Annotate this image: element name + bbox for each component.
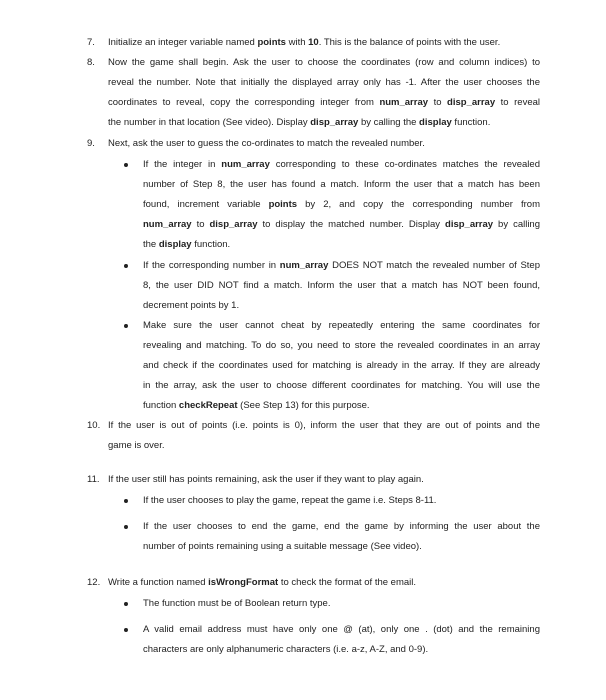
- text-run: DOES NOT match the revealed number of Step: [328, 260, 540, 271]
- text-run: corresponding to these co-ordinates matches the revealed: [269, 159, 540, 170]
- text-line: [143, 256, 540, 276]
- item-number: 8.: [87, 57, 95, 68]
- text-line: [143, 537, 540, 557]
- item-text: [143, 316, 540, 416]
- text-line: [143, 491, 540, 511]
- text-run: 8, the user DID NOT find a match. Inform the user that a match has NOT been found,: [143, 280, 540, 291]
- text-run: the: [143, 239, 159, 250]
- text-line: [108, 53, 540, 73]
- text-run: to check the format of the email.: [278, 577, 417, 588]
- bold-term: num_array: [279, 260, 329, 271]
- bold-term: isWrongFormat: [208, 577, 279, 588]
- text-run: by calling: [493, 219, 540, 230]
- text-line: [143, 296, 540, 316]
- bold-term: disp_array: [310, 117, 359, 128]
- bold-term: disp_array: [445, 219, 494, 230]
- text-run: The function must be of Boolean return type.: [143, 598, 331, 609]
- text-run: If the user still has points remaining, ask the user if they want to play again.: [108, 474, 424, 485]
- text-line: [143, 276, 540, 296]
- bullet-dot: [124, 499, 128, 503]
- text-line: [108, 134, 540, 154]
- bold-term: num_array: [379, 97, 429, 108]
- text-run: found, increment variable: [143, 199, 269, 210]
- text-run: with: [285, 37, 309, 48]
- text-line: [143, 235, 540, 255]
- text-line: [108, 93, 540, 113]
- text-line: [108, 113, 540, 133]
- text-run: function: [143, 400, 179, 411]
- text-line: [143, 175, 540, 195]
- text-line: [108, 73, 540, 93]
- text-run: in the array, ask the user to choose different coordinates for matching. You will use the: [143, 380, 540, 391]
- bold-term: checkRepeat: [178, 400, 238, 411]
- text-run: by calling the: [358, 117, 420, 128]
- bold-term: points: [268, 199, 298, 210]
- text-line: [143, 517, 540, 537]
- text-run: the number in that location (See video). Display: [108, 117, 311, 128]
- item-text: [108, 416, 540, 456]
- text-run: number of points remaining using a suitable message (See video).: [143, 541, 422, 552]
- text-run: If the user is out of points (i.e. points is 0), inform the user that they are out of points and the: [108, 420, 540, 431]
- text-run: and check if the coordinates used for matching is already in the array. If they are already: [143, 360, 540, 371]
- bullet-dot: [124, 324, 128, 328]
- text-run: decrement points by 1.: [143, 300, 240, 311]
- bullet-dot: [124, 264, 128, 268]
- text-run: number of Step 8, the user has found a match. Inform the user that a match has been: [143, 179, 540, 190]
- text-line: [143, 396, 540, 416]
- item-text: [108, 53, 540, 133]
- text-run: If the corresponding number in: [143, 260, 280, 271]
- bullet-dot: [124, 628, 128, 632]
- text-line: [143, 155, 540, 175]
- item-text: [143, 491, 540, 511]
- text-run: to: [191, 219, 210, 230]
- text-run: characters are only alphanumeric characters (i.e. a-z, A-Z, and 0-9).: [143, 644, 429, 655]
- text-run: A valid email address must have only one @ (at), only one . (dot) and the remaining: [143, 624, 540, 635]
- item-text: [143, 620, 540, 660]
- bold-term: display: [158, 239, 192, 250]
- item-text: [143, 155, 540, 255]
- text-line: [143, 336, 540, 356]
- item-number: 12.: [87, 577, 101, 588]
- item-text: [143, 594, 540, 614]
- item-text: [108, 134, 540, 154]
- text-run: reveal the number. Note that initially the displayed array only has -1. After the user chooses the: [108, 77, 540, 88]
- text-run: If the user chooses to play the game, repeat the game i.e. Steps 8-11.: [143, 495, 437, 506]
- text-line: [143, 215, 540, 235]
- text-line: [108, 436, 540, 456]
- bullet-dot: [124, 602, 128, 606]
- text-run: to: [428, 97, 448, 108]
- text-line: [143, 594, 540, 614]
- text-line: [143, 356, 540, 376]
- text-run: If the user chooses to end the game, end the game by informing the user about the: [143, 521, 540, 532]
- text-run: Now the game shall begin. Ask the user to choose the coordinates (row and column indices) to: [108, 57, 540, 68]
- bold-term: 10: [308, 37, 319, 48]
- bold-term: display: [419, 117, 452, 128]
- item-number: 11.: [87, 474, 100, 485]
- text-run: Make sure the user cannot cheat by repeatedly entering the same coordinates for: [143, 320, 540, 331]
- text-line: [108, 573, 540, 593]
- text-run: If the integer in: [143, 159, 222, 170]
- item-text: [108, 33, 540, 53]
- item-text: [108, 573, 540, 593]
- text-line: [143, 195, 540, 215]
- item-number: 7.: [87, 37, 95, 48]
- text-line: [108, 470, 540, 490]
- text-run: to display the matched number. Display: [257, 219, 446, 230]
- bullet-dot: [124, 525, 128, 529]
- bold-term: disp_array: [447, 97, 496, 108]
- text-line: [143, 316, 540, 336]
- text-run: coordinates to reveal, copy the corresponding integer from: [108, 97, 380, 108]
- text-run: by 2, and copy the corresponding number from: [297, 199, 540, 210]
- item-number: 10.: [87, 420, 101, 431]
- bold-term: num_array: [143, 219, 192, 230]
- text-run: . This is the balance of points with the user.: [318, 37, 501, 48]
- text-run: Next, ask the user to guess the co-ordinates to match the revealed number.: [108, 138, 425, 149]
- item-text: [143, 256, 540, 316]
- text-run: (See Step 13) for this purpose.: [237, 400, 370, 411]
- text-run: game is over.: [108, 440, 165, 451]
- bold-term: points: [257, 37, 286, 48]
- item-number: 9.: [87, 138, 95, 149]
- text-run: function.: [191, 239, 231, 250]
- text-line: [143, 640, 540, 660]
- bold-term: num_array: [221, 159, 270, 170]
- text-run: Initialize an integer variable named: [108, 37, 258, 48]
- text-run: revealing and matching. To do so, you need to store the revealed coordinates in an array: [143, 340, 540, 351]
- text-run: function.: [451, 117, 491, 128]
- bullet-dot: [124, 163, 128, 167]
- text-run: to reveal: [495, 97, 540, 108]
- item-text: [108, 470, 540, 490]
- item-text: [143, 517, 540, 557]
- bold-term: disp_array: [209, 219, 258, 230]
- text-line: [108, 416, 540, 436]
- text-line: [143, 376, 540, 396]
- text-run: Write a function named: [108, 577, 209, 588]
- text-line: [108, 33, 540, 53]
- text-line: [143, 620, 540, 640]
